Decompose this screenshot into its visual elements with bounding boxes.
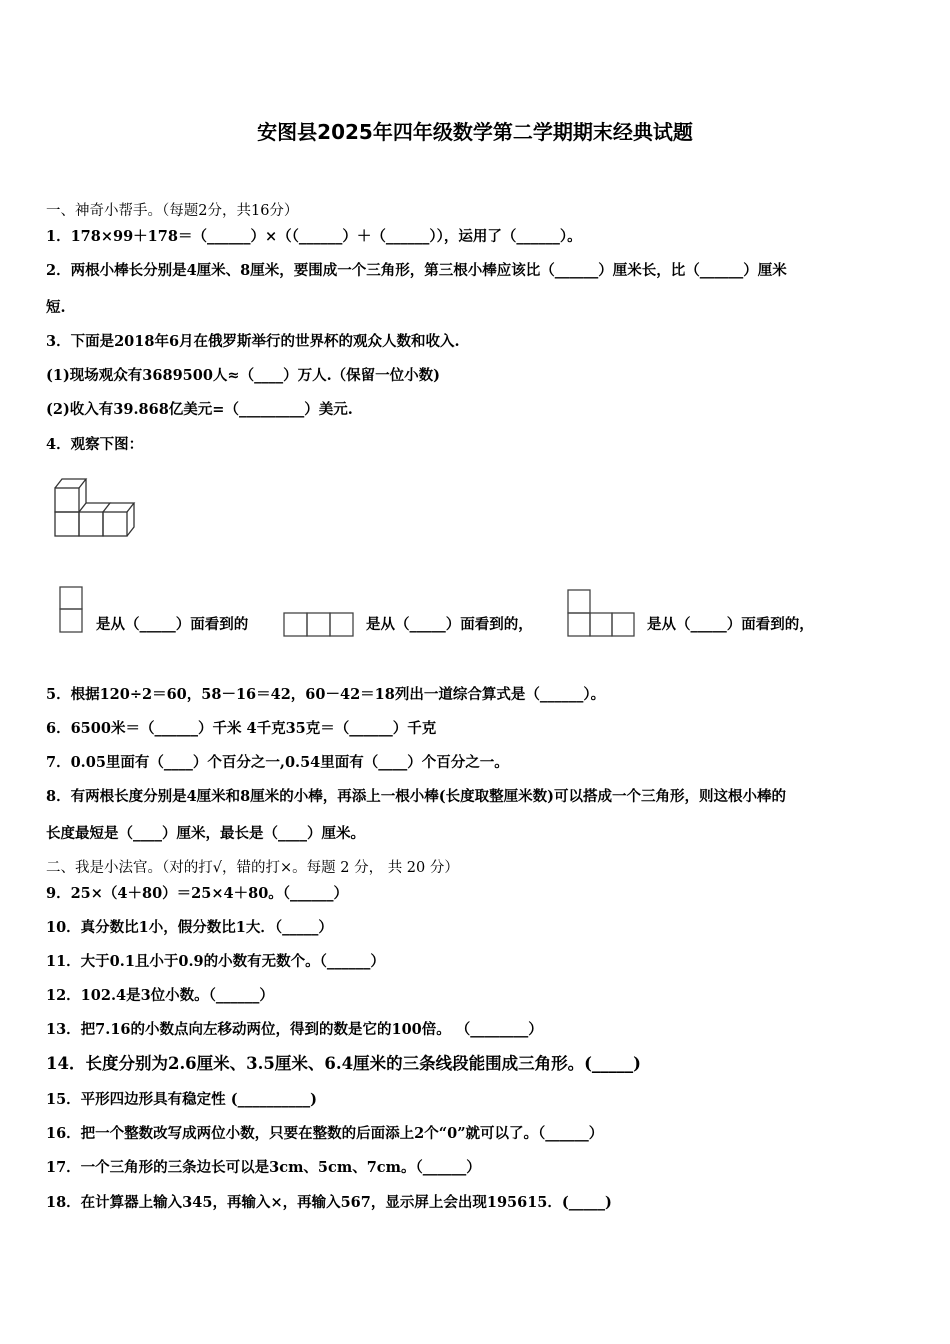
question-11: 11．大于0.1且小于0.9的小数有无数个。（______）: [46, 953, 385, 970]
question-1: 1．178×99＋178＝（______）×（（______）＋（______）），运用了（______）。: [46, 228, 582, 245]
page-title: 安图县2025年四年级数学第二学期期末经典试题: [257, 120, 693, 144]
question-3-part1: (1)现场观众有3689500人≈（____）万人.（保留一位小数): [46, 367, 440, 384]
view-caption-3: 是从（_____）面看到的，: [647, 616, 814, 633]
question-12: 12．102.4是3位小数。（______）: [46, 987, 274, 1004]
question-2-line2: 短.: [46, 299, 66, 316]
view-caption-1: 是从（_____）面看到的: [96, 616, 249, 633]
question-3-part2: (2)收入有39.868亿美元=（_________）美元.: [46, 401, 353, 418]
question-4: 4．观察下图：: [46, 436, 144, 453]
section1-heading: 一、神奇小帮手。（每题2分，共16分）: [46, 203, 299, 219]
view-figure-3: [566, 588, 638, 640]
question-18: 18．在计算器上输入345，再输入×，再输入567，显示屏上会出现195615．(_____): [46, 1194, 612, 1211]
question-13: 13．把7.16的小数点向左移动两位，得到的数是它的100倍。 （________）: [46, 1021, 543, 1038]
view-figure-2: [282, 611, 356, 639]
question-9: 9．25×（4＋80）＝25×4＋80。（______）: [46, 885, 349, 902]
question-6: 6．6500米＝（______）千米 4千克35克＝（______）千克: [46, 720, 437, 737]
question-14: 14．长度分别为2.6厘米、3.5厘米、6.4厘米的三条线段能围成三角形。(_____): [46, 1054, 641, 1073]
view-figure-1: [58, 585, 84, 635]
question-8-line1: 8．有两根长度分别是4厘米和8厘米的小棒，再添上一根小棒(长度取整厘米数)可以搭成一个三角形，则这根小棒的: [46, 788, 786, 805]
question-5: 5．根据120÷2＝60，58－16＝42，60－42＝18列出一道综合算式是（______）。: [46, 686, 606, 703]
question-17: 17．一个三角形的三条边长可以是3cm、5cm、7cm。（______）: [46, 1159, 481, 1176]
section2-heading: 二、我是小法官。（对的打√，错的打×。每题 2 分， 共 20 分）: [46, 860, 459, 876]
question-3: 3．下面是2018年6月在俄罗斯举行的世界杯的观众人数和收入.: [46, 333, 460, 350]
question-7: 7．0.05里面有（____）个百分之一,0.54里面有（____）个百分之一。: [46, 754, 509, 771]
cube-stack-figure: [50, 474, 140, 540]
question-10: 10．真分数比1小，假分数比1大．（_____）: [46, 919, 333, 936]
question-15: 15．平形四边形具有稳定性 (__________): [46, 1091, 317, 1108]
view-caption-2: 是从（_____）面看到的，: [366, 616, 533, 633]
question-8-line2: 长度最短是（____）厘米，最长是（____）厘米。: [46, 825, 365, 842]
question-16: 16．把一个整数改写成两位小数，只要在整数的后面添上2个“0”就可以了。（______）: [46, 1125, 604, 1142]
question-2-line1: 2．两根小棒长分别是4厘米、8厘米，要围成一个三角形，第三根小棒应该比（______）厘米长，比（______）厘米: [46, 262, 787, 279]
